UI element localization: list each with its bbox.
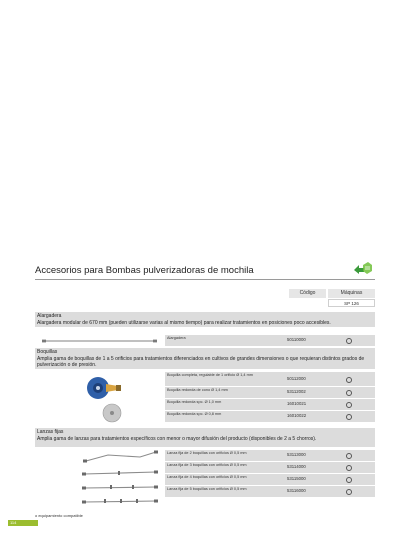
circle-icon: [346, 465, 352, 471]
row-description: Alargadera: [167, 336, 186, 340]
section-title: Alargadera: [37, 313, 62, 319]
circle-icon: [346, 453, 352, 459]
row-description: Lanza fija de 2 boquillas con orificios Ø 0,5 mm: [167, 451, 247, 455]
fixed-lances-image: [80, 449, 162, 511]
row-description: Lanza fija de 4 boquillas con orificios Ø 0,5 mm: [167, 475, 247, 479]
row-description: Boquilla redonda spc. Ø 0,8 mm: [167, 412, 222, 416]
section-lanzas-fijas: [35, 428, 375, 447]
row-code: 53114000: [287, 464, 306, 469]
row-description: Boquilla redonda spc. Ø 1,0 mm: [167, 400, 222, 404]
row-code: 16010022: [287, 413, 307, 418]
section-description: Amplia gama de lanzas para tratamientos específicos con menor o mayor difusión del producto (disponibles de 2 a 5 chorros).: [37, 435, 317, 442]
row-code: 53115000: [287, 476, 306, 481]
table-row: [165, 399, 375, 410]
title-divider: [35, 279, 375, 280]
row-description: Lanza fija de 3 boquillas con orificios Ø 0,5 mm: [167, 463, 247, 467]
table-row: [165, 372, 375, 386]
table-row: [165, 486, 375, 497]
circle-icon: [346, 390, 352, 396]
table-row: [165, 462, 375, 473]
circle-icon: [346, 477, 352, 483]
section-title: Boquillas: [37, 349, 58, 355]
page-title: Accesorios para Bombas pulverizadoras de mochila: [35, 265, 254, 276]
circle-icon: [346, 377, 352, 383]
machine-model-header: SP 126: [328, 299, 375, 307]
section-description: Alargadera modular de 670 mm (pueden utilizarse varias al mismo tiempo) para realizar tratamientos en posiciones poco accesibles.: [37, 319, 331, 326]
section-alargadera: [35, 312, 375, 327]
row-code: 50112000: [287, 376, 306, 381]
code-column-header: Código: [289, 289, 326, 298]
circle-icon: [346, 402, 352, 408]
table-row: [165, 411, 375, 422]
section-description: Amplia gama de boquillas de 1 a 5 orificios para tratamientos diferenciados en cultivos de grandes dimensiones o que requieran distintos grados de pulverización o de presión.: [37, 355, 365, 368]
machines-column-header: Máquinas: [328, 289, 375, 298]
row-code: 53112002: [287, 389, 306, 394]
table-row: [165, 335, 375, 346]
table-row: [165, 450, 375, 461]
circle-icon: [346, 414, 352, 420]
row-code: 50110000: [287, 337, 306, 342]
row-description: Boquilla completa, regulable de 1 orificio Ø 1,4 mm: [167, 373, 253, 377]
row-code: 53116000: [287, 488, 306, 493]
compatibility-footnote: o equipamiento compatible: [35, 513, 83, 518]
circle-icon: [346, 489, 352, 495]
section-title: Lanzas fijas: [37, 429, 64, 435]
table-row: [165, 474, 375, 485]
circle-icon: [346, 338, 352, 344]
page-number: 114: [8, 520, 38, 526]
row-description: Boquilla redonda de cono Ø 1,4 mm: [167, 388, 228, 392]
accessory-logo-icon: [352, 261, 374, 275]
table-row: [165, 387, 375, 398]
row-code: 16010021: [287, 401, 307, 406]
adjustable-nozzle-image: [82, 374, 122, 402]
section-boquillas: [35, 348, 375, 369]
round-nozzle-disc-image: [100, 402, 124, 424]
row-description: Lanza fija de 5 boquillas con orificios Ø 0,5 mm: [167, 487, 247, 491]
extension-rod-image: [40, 337, 160, 345]
row-code: 53113000: [287, 452, 306, 457]
